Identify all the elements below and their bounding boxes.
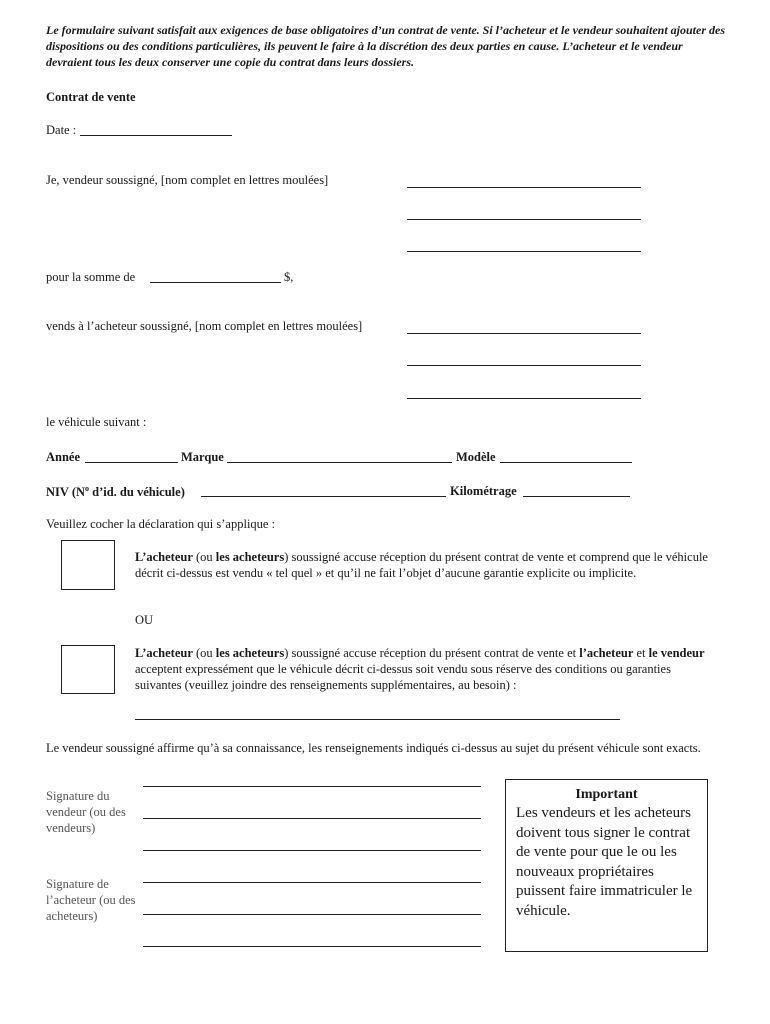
seller-signature-line-2[interactable] xyxy=(143,818,481,819)
buyer-signature-line-1[interactable] xyxy=(143,882,481,883)
date-field[interactable] xyxy=(80,135,232,136)
conditions-statement: L’acheteur (ou les acheteurs) soussigné accuse réception du présent contrat de vente et l’acheteur et le vendeur acceptent expressément que le véhicule décrit ci-dessus soit vendu sous réserve des conditions ou garanties suivantes (veuillez joindre des renseignements supplémentaires, au besoin) : xyxy=(135,646,705,692)
as-is-checkbox[interactable] xyxy=(61,540,115,590)
contract-title: Contrat de vente xyxy=(46,90,136,104)
buyer-signature-line-2[interactable] xyxy=(143,914,481,915)
make-label: Marque xyxy=(181,450,224,464)
seller-name-field-3[interactable] xyxy=(407,251,641,252)
buyer-signature-line-3[interactable] xyxy=(143,946,481,947)
date-label: Date : xyxy=(46,123,77,137)
seller-name-label: Je, vendeur soussigné, [nom complet en lettres moulées] xyxy=(46,173,329,187)
conditions-field[interactable] xyxy=(135,719,620,720)
buyer-name-field-3[interactable] xyxy=(407,398,641,399)
vin-field[interactable] xyxy=(201,496,446,497)
important-notice xyxy=(505,779,708,952)
mileage-field[interactable] xyxy=(523,496,630,497)
buyer-name-field-1[interactable] xyxy=(407,333,641,334)
as-is-statement: L’acheteur (ou les acheteurs) soussigné accuse réception du présent contrat de vente et comprend que le véhicule décrit ci-dessus est vendu « tel quel » et qu’il ne fait l’objet d’aucune garantie explicite ou implicite. xyxy=(135,550,708,580)
buyer-signature-label: Signature de l’acheteur (ou des acheteurs) xyxy=(46,877,136,923)
buyer-name-field-2[interactable] xyxy=(407,365,641,366)
vin-label: NIV ($N^o$ d’id. du véhicule) xyxy=(46,484,185,500)
year-label: Année xyxy=(46,450,81,464)
model-field[interactable] xyxy=(500,462,632,463)
make-field[interactable] xyxy=(227,462,452,463)
seller-signature-label: Signature du vendeur (ou des vendeurs) xyxy=(46,789,126,835)
seller-name-field-1[interactable] xyxy=(407,187,641,188)
important-text: Les vendeurs et les acheteurs doivent tous signer le contrat de vente pour que le ou les nouveaux propriétaires puissent faire immatriculer le véhicule. xyxy=(516,805,693,919)
seller-signature-line-3[interactable] xyxy=(143,850,481,851)
intro-paragraph: Le formulaire suivant satisfait aux exigences de base obligatoires d’un contrat de vente. Si l’acheteur et le vendeur souhaitent ajouter des dispositions ou des conditions particulières, ils peuvent le faire à la discrétion des deux parties en cause. L’acheteur et le vendeur devraient tous les deux conserver une copie du contrat dans leurs dossiers. xyxy=(46,23,725,69)
buyer-name-label: vends à l’acheteur soussigné, [nom complet en lettres moulées] xyxy=(46,319,363,333)
seller-name-field-2[interactable] xyxy=(407,219,641,220)
check-prompt: Veuillez cocher la déclaration qui s’applique : xyxy=(46,517,276,531)
sum-label: pour la somme de xyxy=(46,270,136,284)
sum-field[interactable] xyxy=(150,282,281,283)
conditions-checkbox[interactable] xyxy=(61,645,115,694)
vehicle-label: le véhicule suivant : xyxy=(46,415,147,429)
affirmation-text: Le vendeur soussigné affirme qu’à sa connaissance, les renseignements indiqués ci-dessus au sujet du présent véhicule sont exacts. xyxy=(46,741,701,755)
seller-signature-line-1[interactable] xyxy=(143,786,481,787)
or-label: OU xyxy=(135,613,154,627)
year-field[interactable] xyxy=(85,462,178,463)
important-title: Important xyxy=(575,787,638,802)
model-label: Modèle xyxy=(456,450,496,464)
mileage-label: Kilométrage xyxy=(450,484,517,498)
sum-currency: $, xyxy=(284,270,294,284)
